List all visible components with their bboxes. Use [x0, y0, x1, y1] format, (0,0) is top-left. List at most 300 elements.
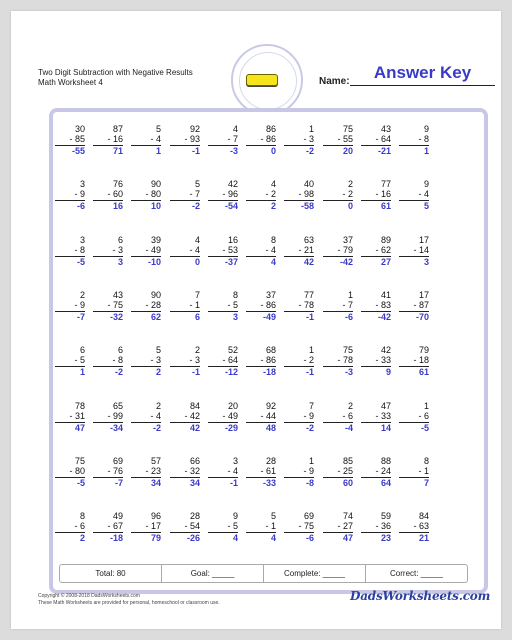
answer: 3 [117, 257, 123, 267]
answer: 21 [418, 533, 429, 543]
answer: 0 [347, 201, 353, 211]
minuend: 76 [112, 179, 123, 189]
answer: -2 [152, 423, 161, 433]
answer: 3 [232, 312, 238, 322]
answer: 62 [150, 312, 161, 322]
complete-cell: Complete: _____ [264, 565, 366, 582]
subtrahend: - 33 [375, 411, 391, 421]
answer: 4 [232, 533, 238, 543]
subtrahend: - 6 [74, 521, 85, 531]
minuend: 2 [347, 401, 353, 411]
minuend: 77 [380, 179, 391, 189]
subtraction-problem [361, 179, 391, 211]
subtraction-problem [284, 235, 314, 267]
subtraction-problem [323, 124, 353, 156]
minuend: 2 [347, 179, 353, 189]
subtrahend: - 18 [413, 355, 429, 365]
subtraction-problem [93, 124, 123, 156]
subtrahend: - 5 [227, 300, 238, 310]
subtrahend: - 60 [107, 189, 123, 199]
minuend: 2 [155, 401, 161, 411]
answer: 34 [150, 478, 161, 488]
name-label: Name: [319, 76, 350, 87]
answer: -6 [305, 533, 314, 543]
subtraction-problem [131, 456, 161, 488]
dadsworksheets-logo: DadsWorksheets.com [350, 589, 491, 603]
minuend: 68 [265, 345, 276, 355]
minuend: 4 [232, 124, 238, 134]
minuend: 85 [342, 456, 353, 466]
answer: 42 [189, 423, 200, 433]
answer: -1 [229, 478, 238, 488]
subtraction-problem [208, 179, 238, 211]
subtraction-problem [170, 456, 200, 488]
eraser-icon [246, 74, 278, 86]
worksheet-page [11, 11, 501, 629]
answer: -1 [191, 367, 200, 377]
subtraction-problem [284, 124, 314, 156]
subtrahend: - 9 [303, 466, 314, 476]
answer: 4 [270, 533, 276, 543]
answer: -42 [339, 257, 353, 267]
subtraction-problem [399, 401, 429, 433]
total-cell: Total: 80 [60, 565, 162, 582]
answer: -29 [224, 423, 238, 433]
answer: -10 [147, 257, 161, 267]
answer: -58 [300, 201, 314, 211]
subtraction-problem [131, 235, 161, 267]
answer: -55 [71, 146, 85, 156]
subtrahend: - 1 [265, 521, 276, 531]
minuend: 6 [79, 345, 85, 355]
minuend: 6 [117, 345, 123, 355]
subtrahend: - 5 [74, 355, 85, 365]
subtraction-problem [284, 345, 314, 377]
minuend: 77 [303, 290, 314, 300]
subtraction-problem [246, 511, 276, 543]
subtrahend: - 2 [265, 189, 276, 199]
subtrahend: - 8 [112, 355, 123, 365]
minuend: 8 [270, 235, 276, 245]
subtrahend: - 3 [112, 245, 123, 255]
answer: 1 [79, 367, 85, 377]
subtraction-problem [55, 401, 85, 433]
subtraction-problem [323, 290, 353, 322]
answer: 2 [270, 201, 276, 211]
subtrahend: - 1 [189, 300, 200, 310]
subtraction-problem [131, 511, 161, 543]
subtrahend: - 8 [74, 245, 85, 255]
subtraction-problem [246, 456, 276, 488]
minuend: 20 [227, 401, 238, 411]
minuend: 7 [308, 401, 314, 411]
subtraction-problem [93, 290, 123, 322]
subtrahend: - 49 [222, 411, 238, 421]
subtrahend: - 86 [260, 300, 276, 310]
subtrahend: - 93 [184, 134, 200, 144]
subtraction-problem [208, 235, 238, 267]
minuend: 75 [342, 345, 353, 355]
minuend: 69 [112, 456, 123, 466]
subtrahend: - 28 [145, 300, 161, 310]
subtrahend: - 55 [337, 134, 353, 144]
subtrahend: - 75 [107, 300, 123, 310]
subtrahend: - 1 [418, 466, 429, 476]
minuend: 86 [265, 124, 276, 134]
subtrahend: - 7 [227, 134, 238, 144]
minuend: 90 [150, 179, 161, 189]
subtrahend: - 4 [189, 245, 200, 255]
minuend: 8 [232, 290, 238, 300]
minuend: 75 [74, 456, 85, 466]
subtraction-problem [93, 345, 123, 377]
subtraction-problem [55, 511, 85, 543]
subtraction-problem [170, 124, 200, 156]
subtraction-problem [208, 124, 238, 156]
answer: -1 [305, 312, 314, 322]
minuend: 3 [79, 235, 85, 245]
answer: -2 [305, 146, 314, 156]
minuend: 42 [380, 345, 391, 355]
subtraction-problem [323, 456, 353, 488]
subtraction-problem [208, 456, 238, 488]
subtraction-problem [246, 401, 276, 433]
subtrahend: - 67 [107, 521, 123, 531]
minuend: 47 [380, 401, 391, 411]
answer: 0 [270, 146, 276, 156]
subtraction-problem [208, 511, 238, 543]
answer: 61 [418, 367, 429, 377]
subtrahend: - 53 [222, 245, 238, 255]
subtrahend: - 14 [413, 245, 429, 255]
subtrahend: - 16 [375, 189, 391, 199]
answer-key-heading: Answer Key [373, 63, 472, 82]
minuend: 42 [227, 179, 238, 189]
minuend: 1 [423, 401, 429, 411]
answer: 6 [194, 312, 200, 322]
answer: -49 [262, 312, 276, 322]
answer: -1 [191, 146, 200, 156]
subtraction-problem [399, 290, 429, 322]
subtrahend: - 3 [303, 134, 314, 144]
minuend: 8 [79, 511, 85, 521]
subtraction-problem [399, 511, 429, 543]
subtrahend: - 44 [260, 411, 276, 421]
subtraction-problem [323, 345, 353, 377]
minuend: 5 [194, 179, 200, 189]
subtrahend: - 6 [418, 411, 429, 421]
minuend: 1 [308, 456, 314, 466]
answer: 27 [380, 257, 391, 267]
answer: -42 [377, 312, 391, 322]
answer: 1 [423, 146, 429, 156]
subtraction-problem [55, 345, 85, 377]
answer: 14 [380, 423, 391, 433]
answer: -33 [262, 478, 276, 488]
subtrahend: - 78 [337, 355, 353, 365]
answer: -18 [262, 367, 276, 377]
minuend: 69 [303, 511, 314, 521]
subtrahend: - 2 [342, 189, 353, 199]
copyright-line: Copyright © 2008-2018 DadsWorksheets.com [38, 593, 140, 599]
minuend: 92 [265, 401, 276, 411]
minuend: 16 [227, 235, 238, 245]
subtraction-problem [323, 179, 353, 211]
minuend: 5 [155, 345, 161, 355]
subtraction-problem [170, 290, 200, 322]
answer: 4 [270, 257, 276, 267]
answer: 71 [112, 146, 123, 156]
minuend: 9 [423, 179, 429, 189]
answer: -2 [114, 367, 123, 377]
answer: -18 [109, 533, 123, 543]
answer: 10 [150, 201, 161, 211]
subtraction-problem [55, 456, 85, 488]
subtraction-problem [55, 179, 85, 211]
subtrahend: - 49 [145, 245, 161, 255]
answer: -6 [344, 312, 353, 322]
score-footer [59, 564, 468, 583]
subtrahend: - 4 [150, 411, 161, 421]
answer: 16 [112, 201, 123, 211]
answer: -3 [229, 146, 238, 156]
subtrahend: - 7 [342, 300, 353, 310]
subtrahend: - 85 [69, 134, 85, 144]
subtraction-problem [361, 290, 391, 322]
subtraction-problem [284, 456, 314, 488]
subtrahend: - 86 [260, 355, 276, 365]
minuend: 17 [418, 290, 429, 300]
minuend: 9 [423, 124, 429, 134]
subtraction-problem [246, 179, 276, 211]
minuend: 28 [265, 456, 276, 466]
subtraction-problem [131, 290, 161, 322]
subtrahend: - 86 [260, 134, 276, 144]
minuend: 4 [194, 235, 200, 245]
minuend: 5 [155, 124, 161, 134]
answer: -5 [76, 478, 85, 488]
answer: -6 [76, 201, 85, 211]
subtraction-problem [170, 511, 200, 543]
subtrahend: - 99 [107, 411, 123, 421]
subtraction-problem [93, 456, 123, 488]
minuend: 59 [380, 511, 391, 521]
answer: 2 [79, 533, 85, 543]
answer: 3 [423, 257, 429, 267]
subtrahend: - 4 [265, 245, 276, 255]
subtraction-problem [361, 511, 391, 543]
subtrahend: - 4 [418, 189, 429, 199]
minuend: 49 [112, 511, 123, 521]
minuend: 3 [232, 456, 238, 466]
worksheet-title: Two Digit Subtraction with Negative Results [38, 68, 193, 77]
minuend: 37 [342, 235, 353, 245]
answer: -32 [109, 312, 123, 322]
answer: -5 [420, 423, 429, 433]
answer: 23 [380, 533, 391, 543]
minuend: 43 [112, 290, 123, 300]
answer: 2 [155, 367, 161, 377]
answer: 9 [385, 367, 391, 377]
subtrahend: - 9 [74, 300, 85, 310]
subtraction-problem [208, 401, 238, 433]
answer: -34 [109, 423, 123, 433]
subtrahend: - 75 [298, 521, 314, 531]
subtraction-problem [170, 235, 200, 267]
subtrahend: - 61 [260, 466, 276, 476]
subtrahend: - 21 [298, 245, 314, 255]
usage-note: These Math Worksheets are provided for personal, homeschool or classroom use. [38, 600, 220, 606]
answer: -2 [191, 201, 200, 211]
subtraction-problem [93, 179, 123, 211]
answer: -21 [377, 146, 391, 156]
subtraction-problem [131, 179, 161, 211]
minuend: 78 [74, 401, 85, 411]
subtrahend: - 17 [145, 521, 161, 531]
minuend: 52 [227, 345, 238, 355]
subtrahend: - 5 [227, 521, 238, 531]
subtraction-problem [399, 456, 429, 488]
minuend: 2 [194, 345, 200, 355]
minuend: 87 [112, 124, 123, 134]
minuend: 1 [308, 124, 314, 134]
answer: -26 [186, 533, 200, 543]
answer: -12 [224, 367, 238, 377]
answer: 7 [423, 478, 429, 488]
subtraction-problem [323, 401, 353, 433]
subtraction-problem [361, 456, 391, 488]
subtrahend: - 9 [303, 411, 314, 421]
minuend: 75 [342, 124, 353, 134]
minuend: 5 [270, 511, 276, 521]
subtrahend: - 87 [413, 300, 429, 310]
answer: 61 [380, 201, 391, 211]
answer: -4 [344, 423, 353, 433]
subtraction-problem [208, 290, 238, 322]
subtraction-problem [208, 345, 238, 377]
subtraction-problem [284, 401, 314, 433]
subtrahend: - 16 [107, 134, 123, 144]
subtrahend: - 23 [145, 466, 161, 476]
subtraction-problem [399, 235, 429, 267]
answer: -7 [76, 312, 85, 322]
answer: 20 [342, 146, 353, 156]
answer: -37 [224, 257, 238, 267]
minuend: 37 [265, 290, 276, 300]
minuend: 30 [74, 124, 85, 134]
subtrahend: - 63 [413, 521, 429, 531]
subtrahend: - 54 [184, 521, 200, 531]
subtraction-problem [361, 235, 391, 267]
subtraction-problem [170, 179, 200, 211]
answer: -54 [224, 201, 238, 211]
subtrahend: - 64 [375, 134, 391, 144]
eraser-badge [231, 44, 303, 116]
subtraction-problem [361, 345, 391, 377]
answer: -1 [305, 367, 314, 377]
subtrahend: - 80 [145, 189, 161, 199]
minuend: 7 [194, 290, 200, 300]
answer: 60 [342, 478, 353, 488]
subtrahend: - 64 [222, 355, 238, 365]
answer: 5 [423, 201, 429, 211]
subtraction-problem [55, 235, 85, 267]
minuend: 1 [347, 290, 353, 300]
subtrahend: - 25 [337, 466, 353, 476]
subtrahend: - 33 [375, 355, 391, 365]
answer: 34 [189, 478, 200, 488]
subtraction-problem [323, 511, 353, 543]
subtrahend: - 3 [150, 355, 161, 365]
minuend: 84 [189, 401, 200, 411]
subtrahend: - 62 [375, 245, 391, 255]
subtraction-problem [93, 511, 123, 543]
subtrahend: - 42 [184, 411, 200, 421]
name-line [350, 85, 495, 86]
answer: 64 [380, 478, 391, 488]
minuend: 2 [79, 290, 85, 300]
answer: 1 [155, 146, 161, 156]
minuend: 63 [303, 235, 314, 245]
answer: -5 [76, 257, 85, 267]
subtrahend: - 31 [69, 411, 85, 421]
minuend: 57 [150, 456, 161, 466]
answer: 48 [265, 423, 276, 433]
subtraction-problem [399, 179, 429, 211]
answer: 79 [150, 533, 161, 543]
minuend: 28 [189, 511, 200, 521]
subtrahend: - 79 [337, 245, 353, 255]
subtraction-problem [284, 290, 314, 322]
minuend: 9 [232, 511, 238, 521]
subtrahend: - 76 [107, 466, 123, 476]
correct-cell: Correct: _____ [390, 569, 443, 578]
minuend: 17 [418, 235, 429, 245]
subtrahend: - 6 [342, 411, 353, 421]
subtraction-problem [131, 401, 161, 433]
answer: -2 [305, 423, 314, 433]
minuend: 39 [150, 235, 161, 245]
minuend: 66 [189, 456, 200, 466]
minuend: 89 [380, 235, 391, 245]
minuend: 40 [303, 179, 314, 189]
subtraction-problem [93, 235, 123, 267]
minuend: 65 [112, 401, 123, 411]
subtraction-problem [284, 511, 314, 543]
minuend: 74 [342, 511, 353, 521]
subtraction-problem [246, 124, 276, 156]
minuend: 92 [189, 124, 200, 134]
answer: 42 [303, 257, 314, 267]
minuend: 41 [380, 290, 391, 300]
minuend: 6 [117, 235, 123, 245]
subtraction-problem [170, 345, 200, 377]
minuend: 79 [418, 345, 429, 355]
subtraction-problem [246, 290, 276, 322]
subtraction-problem [170, 401, 200, 433]
subtraction-problem [246, 235, 276, 267]
subtrahend: - 2 [303, 355, 314, 365]
subtraction-problem [246, 345, 276, 377]
subtraction-problem [361, 124, 391, 156]
subtrahend: - 32 [184, 466, 200, 476]
answer: -3 [344, 367, 353, 377]
answer: -70 [415, 312, 429, 322]
subtrahend: - 83 [375, 300, 391, 310]
subtrahend: - 9 [74, 189, 85, 199]
subtraction-problem [399, 345, 429, 377]
subtraction-problem [131, 345, 161, 377]
